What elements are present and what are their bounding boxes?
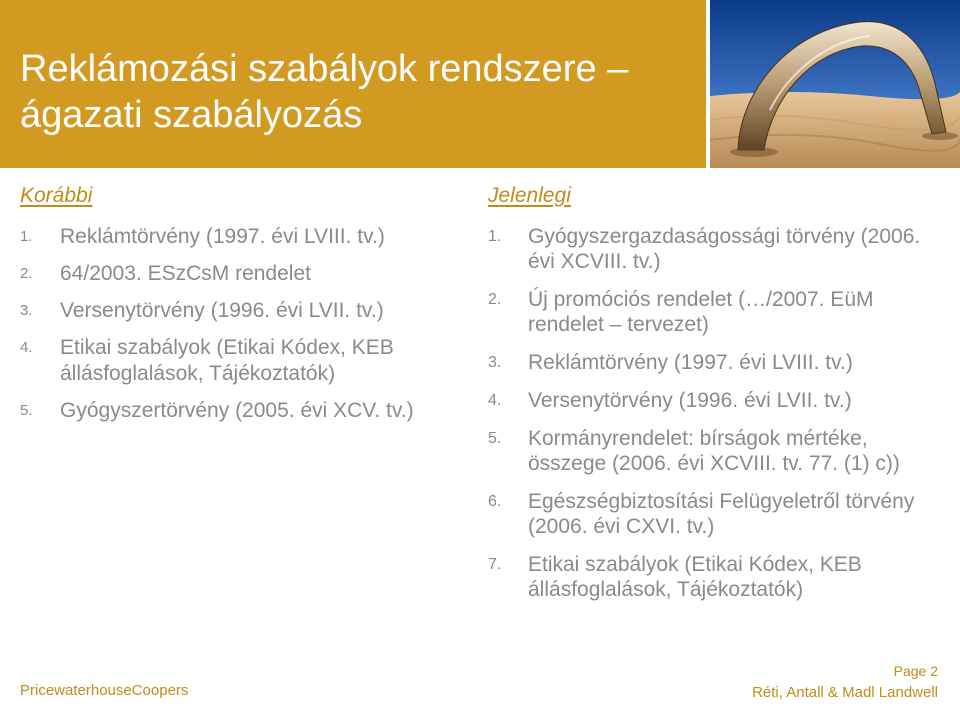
item-text: Etikai szabályok (Etikai Kódex, KEB állásfoglalások, Tájékoztatók) [528, 553, 862, 601]
item-number: 4. [20, 339, 33, 356]
item-text: Gyógyszertörvény (2005. évi XCV. tv.) [60, 399, 414, 422]
driftwood-arch-photo [710, 0, 960, 168]
firm-name: Réti, Antall & Madl Landwell [752, 684, 938, 701]
list-item [488, 426, 928, 476]
list-item [488, 350, 928, 375]
list-item [488, 388, 928, 413]
item-number: 7. [488, 556, 502, 573]
left-column-heading: Korábbi [20, 184, 93, 207]
item-number: 3. [20, 302, 33, 319]
item-text: 64/2003. ESzCsM rendelet [60, 262, 311, 285]
item-number: 2. [20, 265, 33, 282]
list-item [20, 398, 460, 424]
item-text: Új promóciós rendelet (…/2007. EüM rendelet – tervezet) [528, 288, 874, 336]
company-name: PricewaterhouseCoopers [20, 682, 189, 699]
list-item [20, 224, 460, 250]
item-number: 5. [20, 402, 33, 419]
item-number: 3. [488, 354, 502, 371]
previous-regulations-list [20, 224, 460, 435]
title-banner [0, 0, 706, 168]
right-column-heading: Jelenlegi [488, 184, 571, 207]
slide-title [20, 46, 628, 138]
item-text: Reklámtörvény (1997. évi LVIII. tv.) [60, 225, 385, 248]
list-item [20, 335, 460, 387]
item-text: Versenytörvény (1996. évi LVII. tv.) [528, 389, 852, 412]
page-number: Page 2 [893, 663, 938, 679]
item-number: 1. [488, 228, 502, 245]
item-number: 5. [488, 430, 502, 447]
title-line-2: ágazati szabályozás [20, 94, 363, 136]
list-item [488, 287, 928, 337]
item-text: Reklámtörvény (1997. évi LVIII. tv.) [528, 351, 853, 374]
item-text: Egészségbiztosítási Felügyeletről törvény (2006. évi CXVI. tv.) [528, 490, 915, 538]
item-number: 6. [488, 493, 502, 510]
title-line-1: Reklámozási szabályok rendszere – [20, 48, 629, 90]
list-item [20, 261, 460, 287]
item-number: 4. [488, 392, 502, 409]
list-item [20, 298, 460, 324]
current-regulations-list [488, 224, 928, 615]
list-item [488, 489, 928, 539]
list-item [488, 552, 928, 602]
item-text: Versenytörvény (1996. évi LVII. tv.) [60, 299, 384, 322]
item-text: Kormányrendelet: bírságok mértéke, összege (2006. évi XCVIII. tv. 77. (1) c)) [528, 427, 900, 475]
item-number: 1. [20, 228, 33, 245]
item-text: Etikai szabályok (Etikai Kódex, KEB állásfoglalások, Tájékoztatók) [60, 336, 394, 385]
list-item [488, 224, 928, 274]
item-text: Gyógyszergazdaságossági törvény (2006. évi XCVIII. tv.) [528, 225, 921, 273]
item-number: 2. [488, 291, 502, 308]
